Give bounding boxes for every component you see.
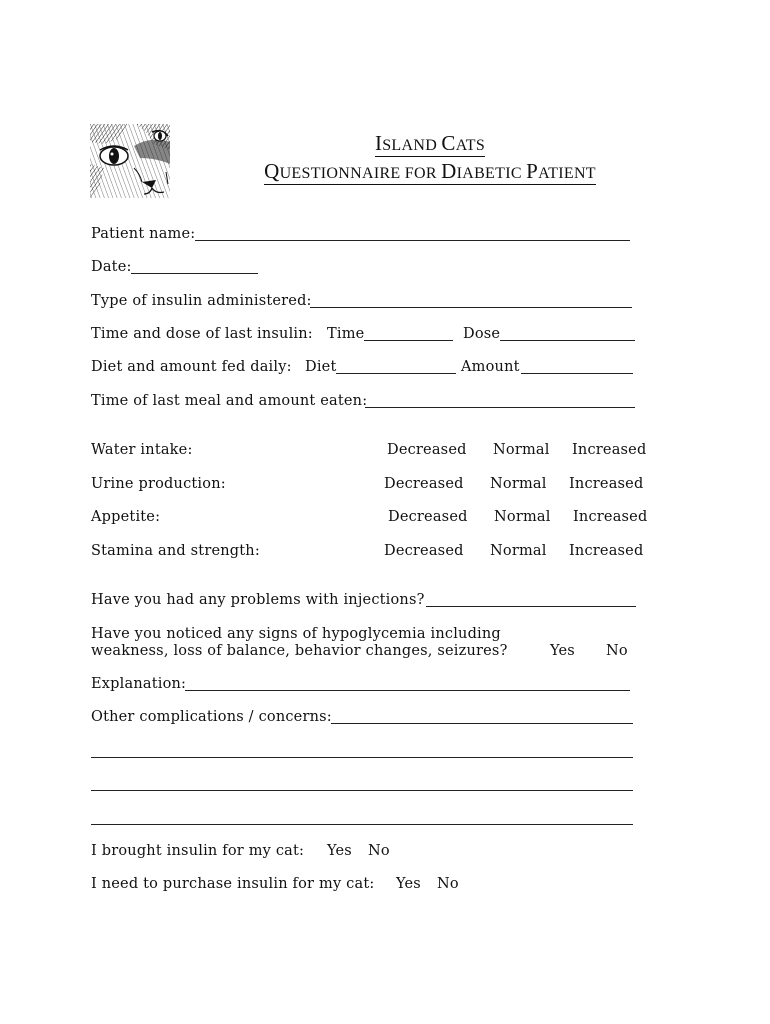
time-label: Time (327, 326, 365, 342)
hypoglycemia-question-line1: Have you noticed any signs of hypoglycemia including (91, 626, 501, 642)
title-2-rest-2: IABETIC (456, 165, 527, 182)
rating-row-appetite: Appetite: (91, 509, 161, 525)
injections-line[interactable] (426, 592, 636, 607)
urine-normal-option[interactable]: Normal (490, 476, 547, 492)
rating-row-water: Water intake: (91, 442, 193, 458)
title-2-cap-3: P (526, 159, 539, 183)
date-line[interactable] (131, 259, 258, 274)
stamina-decreased-option[interactable]: Decreased (384, 543, 464, 559)
title-2-rest-1: UESTIONNAIRE FOR (279, 165, 442, 182)
water-increased-option[interactable]: Increased (572, 442, 647, 458)
title-2-rest-3: ATIENT (538, 165, 596, 182)
appetite-increased-option[interactable]: Increased (573, 509, 648, 525)
diet-amount-label: Diet and amount fed daily: (91, 359, 292, 375)
rating-row-urine: Urine production: (91, 476, 226, 492)
title-2-cap-1: Q (264, 159, 280, 183)
diet-line[interactable] (336, 359, 456, 374)
hypoglycemia-no-option[interactable]: No (606, 643, 628, 659)
insulin-type-label: Type of insulin administered: (91, 293, 312, 309)
other-concerns-line-2[interactable] (91, 743, 633, 758)
water-decreased-option[interactable]: Decreased (387, 442, 467, 458)
urine-increased-option[interactable]: Increased (569, 476, 644, 492)
explanation-label: Explanation: (91, 676, 187, 692)
explanation-line[interactable] (185, 676, 630, 691)
purchase-insulin-label: I need to purchase insulin for my cat: (91, 876, 375, 892)
other-concerns-label: Other complications / concerns: (91, 709, 332, 725)
other-concerns-line[interactable] (331, 709, 633, 724)
title-1-rest-2: ATS (455, 137, 486, 154)
stamina-increased-option[interactable]: Increased (569, 543, 644, 559)
brought-insulin-label: I brought insulin for my cat: (91, 843, 305, 859)
amount-line[interactable] (521, 359, 633, 374)
diet-label: Diet (305, 359, 337, 375)
appetite-normal-option[interactable]: Normal (494, 509, 551, 525)
patient-name-line[interactable] (195, 226, 630, 241)
brought-insulin-no-option[interactable]: No (368, 843, 390, 859)
title-1-cap-1: I (374, 131, 383, 155)
title-line-2 (230, 159, 630, 184)
title-2-cap-2: D (441, 159, 457, 183)
time-line[interactable] (364, 326, 453, 341)
last-insulin-label: Time and dose of last insulin: (91, 326, 313, 342)
patient-name-label: Patient name: (91, 226, 196, 242)
water-normal-option[interactable]: Normal (493, 442, 550, 458)
hypoglycemia-question-line2: weakness, loss of balance, behavior changes, seizures? (91, 643, 508, 659)
dose-label: Dose (463, 326, 501, 342)
last-meal-label: Time of last meal and amount eaten: (91, 393, 368, 409)
title-line-1 (230, 131, 630, 156)
other-concerns-line-3[interactable] (91, 776, 633, 791)
insulin-type-line[interactable] (310, 293, 632, 308)
title-1-rest-1: SLAND (382, 137, 442, 154)
date-label: Date: (91, 259, 132, 275)
cat-logo (90, 124, 170, 198)
hypoglycemia-yes-option[interactable]: Yes (550, 643, 575, 659)
amount-label: Amount (461, 359, 520, 375)
urine-decreased-option[interactable]: Decreased (384, 476, 464, 492)
title-1-cap-2: C (441, 131, 456, 155)
stamina-normal-option[interactable]: Normal (490, 543, 547, 559)
last-meal-line[interactable] (365, 393, 635, 408)
purchase-insulin-no-option[interactable]: No (437, 876, 459, 892)
injections-question: Have you had any problems with injections? (91, 592, 425, 608)
rating-row-stamina: Stamina and strength: (91, 543, 260, 559)
other-concerns-line-4[interactable] (91, 810, 633, 825)
dose-line[interactable] (500, 326, 635, 341)
appetite-decreased-option[interactable]: Decreased (388, 509, 468, 525)
brought-insulin-yes-option[interactable]: Yes (327, 843, 352, 859)
purchase-insulin-yes-option[interactable]: Yes (396, 876, 421, 892)
